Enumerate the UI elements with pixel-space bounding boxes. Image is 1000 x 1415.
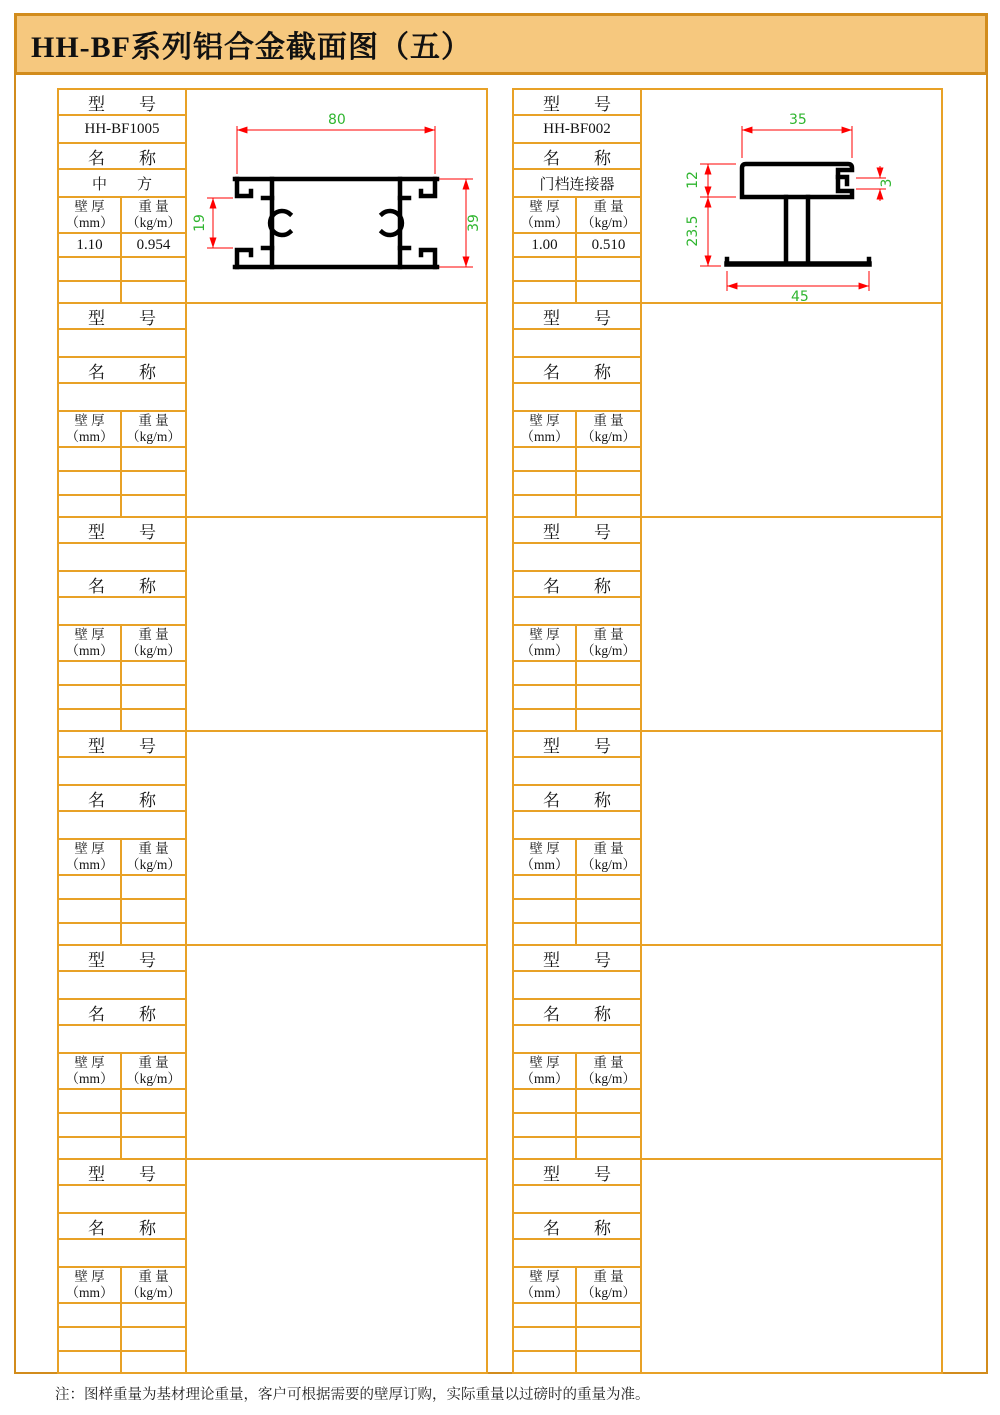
spec-header-row [59, 626, 185, 662]
model-label-row [514, 304, 640, 330]
weight-header-cell [122, 626, 185, 660]
name-label-row [59, 1000, 185, 1026]
spec-empty-row-1 [59, 1114, 185, 1138]
profile-block [512, 944, 943, 1160]
spec-empty-row-1 [59, 900, 185, 924]
spec-value-row [59, 448, 185, 472]
spec-table [59, 1160, 187, 1372]
weight-value-cell [122, 1090, 185, 1112]
weight-label-line2: （kg/m） [126, 429, 181, 444]
spec-empty-row-2 [514, 710, 640, 730]
thickness-label-line2: （mm） [520, 1285, 569, 1300]
weight-label-line2: （kg/m） [581, 215, 636, 230]
thickness-label-line2: （mm） [65, 1285, 114, 1300]
spec-table [59, 732, 187, 944]
thickness-label-line2: （mm） [520, 1071, 569, 1086]
weight-label-line2: （kg/m） [126, 857, 181, 872]
dim-top-height-text: 12 [685, 171, 701, 189]
thickness-label-line1: 壁 厚 [74, 841, 105, 857]
thickness-value-cell [59, 1090, 122, 1112]
thickness-value-cell [59, 234, 122, 256]
thickness-label-line2: （mm） [520, 215, 569, 230]
spec-header-row [59, 412, 185, 448]
spec-value-row [514, 1304, 640, 1328]
name-value: 门档连接器 [539, 176, 615, 193]
spec-empty-row-1 [59, 258, 185, 282]
thickness-header-cell [59, 840, 122, 874]
dimension-lines [213, 130, 466, 267]
spec-empty-row-2 [59, 282, 185, 302]
dim-stem-height-text: 23.5 [685, 215, 701, 247]
model-value-row [59, 1186, 185, 1214]
spec-table [59, 90, 187, 302]
spec-table [59, 946, 187, 1158]
name-label: 名 称 [88, 790, 156, 810]
weight-header-cell [122, 1268, 185, 1302]
name-label-row [59, 358, 185, 384]
spec-header-row [514, 198, 640, 234]
spec-header-row [59, 1054, 185, 1090]
thickness-label-line2: （mm） [520, 429, 569, 444]
spec-value-row [59, 234, 185, 258]
name-label: 名 称 [543, 148, 611, 168]
thickness-label-line1: 壁 厚 [529, 1055, 560, 1071]
model-label: 型 号 [88, 308, 156, 328]
dim-width-text: 80 [328, 112, 346, 128]
thickness-label-line2: （mm） [65, 643, 114, 658]
profile-block [57, 1158, 488, 1374]
model-label-row [59, 1160, 185, 1186]
thickness-label-line2: （mm） [520, 857, 569, 872]
name-label: 名 称 [88, 576, 156, 596]
profile-block [512, 516, 943, 732]
drawing-area [642, 518, 941, 730]
model-value-row [514, 758, 640, 786]
name-label-row [59, 786, 185, 812]
drawing-area [642, 732, 941, 944]
name-label: 名 称 [543, 576, 611, 596]
model-label-row [514, 732, 640, 758]
spec-header-row [514, 412, 640, 448]
name-label-row [59, 1214, 185, 1240]
thickness-header-cell [514, 626, 577, 660]
spec-value-row [59, 1304, 185, 1328]
spec-table [514, 304, 642, 516]
page-title: HH-BF系列铝合金截面图（五） [31, 31, 472, 64]
dim-height-text: 39 [466, 214, 482, 232]
spec-empty-row-1 [59, 1328, 185, 1352]
model-value-row [59, 972, 185, 1000]
weight-label-line1: 重 量 [138, 413, 169, 429]
model-value-row [514, 116, 640, 144]
thickness-value-cell [59, 448, 122, 470]
profile-block [57, 302, 488, 518]
weight-value: 0.954 [136, 236, 171, 253]
weight-header-cell [122, 1054, 185, 1088]
weight-label-line1: 重 量 [138, 199, 169, 215]
model-label-row [59, 90, 185, 116]
model-label: 型 号 [88, 950, 156, 970]
thickness-label-line1: 壁 厚 [74, 1055, 105, 1071]
name-value-row [514, 384, 640, 412]
spec-header-row [514, 1054, 640, 1090]
spec-empty-row-1 [59, 472, 185, 496]
model-value-row [514, 544, 640, 572]
thickness-header-cell [514, 198, 577, 232]
thickness-value-cell [514, 876, 577, 898]
spec-header-row [59, 1268, 185, 1304]
thickness-label-line2: （mm） [65, 1071, 114, 1086]
weight-label-line2: （kg/m） [581, 1285, 636, 1300]
weight-value-cell [122, 876, 185, 898]
profile-block [512, 730, 943, 946]
model-value-row [59, 330, 185, 358]
weight-label-line1: 重 量 [138, 1269, 169, 1285]
weight-label-line1: 重 量 [593, 1055, 624, 1071]
name-value-row [514, 1026, 640, 1054]
thickness-label-line1: 壁 厚 [529, 199, 560, 215]
model-label: 型 号 [88, 1164, 156, 1184]
spec-value-row [514, 662, 640, 686]
model-label-row [514, 946, 640, 972]
model-label-row [514, 518, 640, 544]
weight-value-cell [577, 448, 640, 470]
spec-empty-row-1 [514, 900, 640, 924]
spec-table [514, 1160, 642, 1372]
drawing-area [187, 946, 486, 1158]
model-label-row [59, 946, 185, 972]
weight-label-line2: （kg/m） [126, 1285, 181, 1300]
thickness-label-line2: （mm） [65, 429, 114, 444]
model-label: 型 号 [543, 94, 611, 114]
model-value-row [59, 116, 185, 144]
thickness-value-cell [514, 234, 577, 256]
spec-table [514, 90, 642, 302]
name-label: 名 称 [543, 790, 611, 810]
spec-empty-row-2 [59, 710, 185, 730]
model-label: 型 号 [543, 1164, 611, 1184]
profile-block [57, 730, 488, 946]
spec-header-row [514, 626, 640, 662]
name-value-row [59, 812, 185, 840]
section-drawing-hh-bf1005 [187, 90, 486, 302]
thickness-label-line2: （mm） [520, 643, 569, 658]
weight-label-line1: 重 量 [593, 841, 624, 857]
thickness-label-line1: 壁 厚 [529, 1269, 560, 1285]
spec-header-row [59, 198, 185, 234]
name-value-row [514, 1240, 640, 1268]
model-label-row [59, 304, 185, 330]
weight-header-cell [577, 198, 640, 232]
weight-header-cell [577, 1268, 640, 1302]
model-label: 型 号 [543, 736, 611, 756]
weight-label-line2: （kg/m） [126, 1071, 181, 1086]
name-value-row [59, 384, 185, 412]
name-value-row [59, 598, 185, 626]
dim-notch-text: 3 [879, 178, 895, 188]
drawing-area [187, 1160, 486, 1372]
spec-empty-row-1 [514, 472, 640, 496]
weight-value-cell [577, 1090, 640, 1112]
name-value-row [59, 1240, 185, 1268]
spec-table [59, 304, 187, 516]
weight-label-line1: 重 量 [593, 1269, 624, 1285]
name-value-row [514, 812, 640, 840]
spec-table [514, 732, 642, 944]
name-value-row [514, 170, 640, 198]
weight-label-line1: 重 量 [138, 841, 169, 857]
spec-value-row [59, 876, 185, 900]
thickness-header-cell [59, 198, 122, 232]
spec-empty-row-2 [514, 282, 640, 302]
name-value-row [59, 1026, 185, 1054]
name-label-row [514, 144, 640, 170]
name-label: 名 称 [88, 1218, 156, 1238]
thickness-header-cell [59, 1054, 122, 1088]
dim-top-width-text: 35 [789, 112, 807, 128]
weight-value-cell [122, 234, 185, 256]
model-value-row [514, 972, 640, 1000]
spec-empty-row-2 [514, 924, 640, 944]
profile-block [512, 88, 943, 304]
weight-value-cell [122, 662, 185, 684]
thickness-value-cell [514, 1090, 577, 1112]
drawing-area [187, 518, 486, 730]
drawing-area [642, 1160, 941, 1372]
thickness-header-cell [59, 626, 122, 660]
name-label-row [59, 144, 185, 170]
thickness-value-cell [59, 662, 122, 684]
name-label: 名 称 [543, 362, 611, 382]
weight-label-line1: 重 量 [593, 627, 624, 643]
name-label-row [514, 786, 640, 812]
model-label: 型 号 [88, 736, 156, 756]
model-label: 型 号 [88, 522, 156, 542]
spec-empty-row-1 [59, 686, 185, 710]
weight-value-cell [577, 662, 640, 684]
name-label: 名 称 [543, 1218, 611, 1238]
weight-label-line2: （kg/m） [581, 643, 636, 658]
spec-empty-row-2 [59, 1352, 185, 1372]
spec-empty-row-1 [514, 686, 640, 710]
spec-empty-row-2 [59, 1138, 185, 1158]
spec-table [514, 946, 642, 1158]
thickness-header-cell [514, 840, 577, 874]
weight-header-cell [577, 1054, 640, 1088]
spec-empty-row-2 [514, 1138, 640, 1158]
weight-header-cell [577, 840, 640, 874]
spec-value-row [514, 876, 640, 900]
spec-empty-row-1 [514, 258, 640, 282]
name-value: 中 方 [91, 176, 152, 193]
weight-label-line2: （kg/m） [126, 215, 181, 230]
drawing-area [187, 90, 486, 302]
weight-header-cell [122, 840, 185, 874]
weight-value-cell [577, 876, 640, 898]
profile-block [512, 302, 943, 518]
model-label-row [514, 1160, 640, 1186]
thickness-value-cell [59, 876, 122, 898]
name-value-row [59, 170, 185, 198]
thickness-label-line2: （mm） [65, 857, 114, 872]
model-label: 型 号 [543, 950, 611, 970]
name-label: 名 称 [88, 362, 156, 382]
weight-label-line1: 重 量 [138, 627, 169, 643]
profile-block [57, 88, 488, 304]
weight-label-line2: （kg/m） [581, 1071, 636, 1086]
profile-block [57, 516, 488, 732]
drawing-area [642, 304, 941, 516]
spec-empty-row-2 [514, 496, 640, 516]
thickness-label-line1: 壁 厚 [74, 413, 105, 429]
model-label: 型 号 [88, 94, 156, 114]
weight-label-line1: 重 量 [593, 413, 624, 429]
profile-outline [235, 179, 437, 267]
name-label-row [514, 1000, 640, 1026]
spec-value-row [514, 1090, 640, 1114]
thickness-header-cell [59, 1268, 122, 1302]
spec-table [59, 518, 187, 730]
spec-value-row [59, 662, 185, 686]
weight-label-line2: （kg/m） [126, 643, 181, 658]
thickness-header-cell [514, 1268, 577, 1302]
model-label: 型 号 [543, 522, 611, 542]
weight-label-line2: （kg/m） [581, 857, 636, 872]
thickness-value-cell [514, 1304, 577, 1326]
weight-value-cell [122, 1304, 185, 1326]
name-label-row [59, 572, 185, 598]
spec-empty-row-2 [59, 924, 185, 944]
model-label-row [59, 732, 185, 758]
section-drawing-hh-bf002 [642, 90, 941, 302]
model-label-row [59, 518, 185, 544]
spec-value-row [514, 448, 640, 472]
spec-value-row [59, 1090, 185, 1114]
footnote: 注：图样重量为基材理论重量，客户可根据需要的壁厚订购，实际重量以过磅时的重量为准。 [55, 1387, 650, 1403]
thickness-value-cell [514, 662, 577, 684]
dim-bottom-width-text: 45 [791, 289, 809, 302]
model-value-row [59, 544, 185, 572]
drawing-area [642, 946, 941, 1158]
thickness-label-line1: 壁 厚 [529, 413, 560, 429]
model-label-row [514, 90, 640, 116]
weight-value-cell [577, 1304, 640, 1326]
name-label-row [514, 358, 640, 384]
thickness-label-line1: 壁 厚 [529, 841, 560, 857]
profile-outline [727, 164, 869, 264]
spec-table [514, 518, 642, 730]
name-label: 名 称 [88, 1004, 156, 1024]
weight-label-line1: 重 量 [138, 1055, 169, 1071]
weight-value-cell [122, 448, 185, 470]
thickness-label-line1: 壁 厚 [74, 199, 105, 215]
weight-label-line1: 重 量 [593, 199, 624, 215]
thickness-label-line2: （mm） [65, 215, 114, 230]
profile-block [57, 944, 488, 1160]
thickness-header-cell [514, 412, 577, 446]
thickness-label-line1: 壁 厚 [74, 1269, 105, 1285]
thickness-label-line1: 壁 厚 [529, 627, 560, 643]
model-value: HH-BF002 [543, 120, 611, 137]
weight-header-cell [122, 412, 185, 446]
spec-header-row [514, 840, 640, 876]
name-value-row [514, 598, 640, 626]
spec-empty-row-2 [514, 1352, 640, 1372]
thickness-value: 1.00 [531, 236, 558, 253]
model-label: 型 号 [543, 308, 611, 328]
thickness-header-cell [59, 412, 122, 446]
dim-left-gap-text: 19 [192, 214, 208, 232]
weight-label-line2: （kg/m） [581, 429, 636, 444]
model-value-row [514, 330, 640, 358]
weight-header-cell [577, 412, 640, 446]
drawing-area [187, 732, 486, 944]
profile-block [512, 1158, 943, 1374]
thickness-label-line1: 壁 厚 [74, 627, 105, 643]
model-value-row [59, 758, 185, 786]
drawing-area [642, 90, 941, 302]
name-label-row [514, 1214, 640, 1240]
thickness-value-cell [514, 448, 577, 470]
thickness-value-cell [59, 1304, 122, 1326]
name-label-row [514, 572, 640, 598]
thickness-value: 1.10 [76, 236, 103, 253]
spec-header-row [514, 1268, 640, 1304]
weight-header-cell [577, 626, 640, 660]
drawing-area [187, 304, 486, 516]
model-value-row [514, 1186, 640, 1214]
spec-empty-row-1 [514, 1328, 640, 1352]
spec-empty-row-1 [514, 1114, 640, 1138]
spec-header-row [59, 840, 185, 876]
name-label: 名 称 [543, 1004, 611, 1024]
thickness-header-cell [514, 1054, 577, 1088]
weight-value-cell [577, 234, 640, 256]
page-header [14, 13, 988, 75]
name-label: 名 称 [88, 148, 156, 168]
spec-value-row [514, 234, 640, 258]
model-value: HH-BF1005 [84, 120, 160, 137]
weight-header-cell [122, 198, 185, 232]
weight-value: 0.510 [591, 236, 626, 253]
spec-empty-row-2 [59, 496, 185, 516]
